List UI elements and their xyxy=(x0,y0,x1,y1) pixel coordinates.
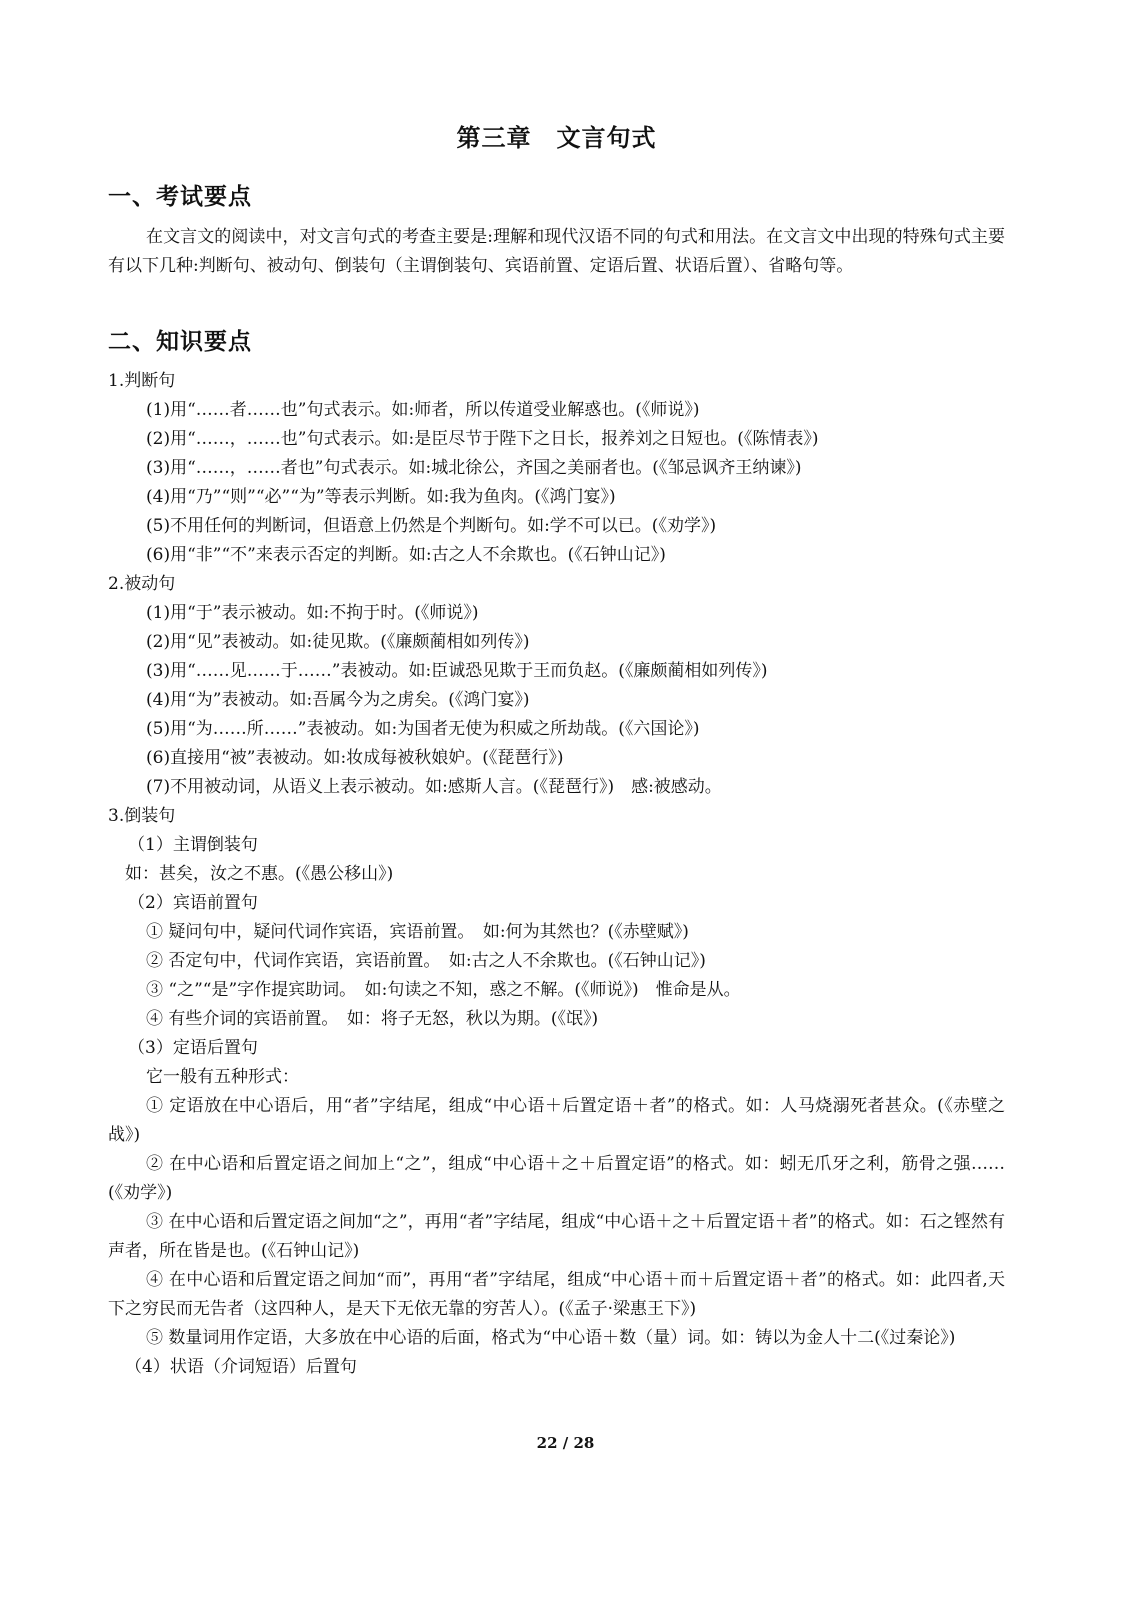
text-line: 它一般有五种形式： xyxy=(146,1067,299,1087)
text-line: ① 疑问句中，疑问代词作宾语，宾语前置。 如:何为其然也？(《赤壁赋》) xyxy=(146,922,689,942)
attributive-form-item: ② 在中心语和后置定语之间加上“之”，组成“中心语＋之＋后置定语”的格式。如：蚓无爪牙之利，筋骨之强……(《劝学》) xyxy=(108,1154,1005,1203)
text-line: (4)用“为”表被动。如:吾属今为之虏矣。(《鸿门宴》) xyxy=(146,690,530,710)
text-line: (5)用“为……所……”表被动。如:为国者无使为积威之所劫哉。(《六国论》) xyxy=(146,719,700,739)
text-line: 2.被动句 xyxy=(108,574,176,594)
knowledge-content xyxy=(108,367,1005,1382)
section-heading-knowledge-points: 二、知识要点 xyxy=(108,328,252,355)
text-line: (5)不用任何的判断词，但语意上仍然是个判断句。如:学不可以已。(《劝学》) xyxy=(146,516,717,536)
text-line: ④ 有些介词的宾语前置。 如：将子无怒，秋以为期。(《氓》) xyxy=(146,1009,599,1029)
attributive-form-item: ③ 在中心语和后置定语之间加“之”，再用“者”字结尾，组成“中心语＋之＋后置定语＋者”的格式。如：石之铿然有声者，所在皆是也。(《石钟山记》) xyxy=(108,1212,1005,1261)
text-line: (6)直接用“被”表被动。如:妆成每被秋娘妒。(《琵琶行》) xyxy=(146,748,564,768)
text-line: （4）状语（介词短语）后置句 xyxy=(125,1357,357,1377)
text-line: ② 否定句中，代词作宾语，宾语前置。 如:古之人不余欺也。(《石钟山记》) xyxy=(146,951,706,971)
text-line: (1)用“于”表示被动。如:不拘于时。(《师说》) xyxy=(146,603,479,623)
text-line: (6)用“非”“不”来表示否定的判断。如:古之人不余欺也。(《石钟山记》) xyxy=(146,545,666,565)
exam-points-paragraph: 在文言文的阅读中，对文言句式的考查主要是:理解和现代汉语不同的句式和用法。在文言文中出现的特殊句式主要有以下几种:判断句、被动句、倒装句（主谓倒装句、宾语前置、定语后置、状语后置）、省略句等。 xyxy=(108,227,1005,276)
text-line: 如：甚矣，汝之不惠。(《愚公移山》) xyxy=(125,864,394,884)
text-line: 1.判断句 xyxy=(108,371,176,391)
text-line: (3)用“……见……于……”表被动。如:臣诚恐见欺于王而负赵。(《廉颇蔺相如列传》) xyxy=(146,661,768,681)
attributive-form-item: ⑤ 数量词用作定语，大多放在中心语的后面，格式为“中心语＋数（量）词。如：铸以为金人十二(《过秦论》) xyxy=(146,1328,956,1348)
text-line: (1)用“……者……也”句式表示。如:师者，所以传道受业解惑也。(《师说》) xyxy=(146,400,700,420)
text-line: (4)用“乃”“则”“必”“为”等表示判断。如:我为鱼肉。(《鸿门宴》) xyxy=(146,487,616,507)
text-line: （2）宾语前置句 xyxy=(128,893,258,913)
text-line: 3.倒装句 xyxy=(108,806,176,826)
text-line: (2)用“……，……也”句式表示。如:是臣尽节于陛下之日长，报养刘之日短也。(《陈情表》) xyxy=(146,429,819,449)
chapter-title: 第三章 文言句式 xyxy=(456,123,657,152)
page-number: 22 / 28 xyxy=(536,1434,595,1452)
section-heading-exam-points: 一、考试要点 xyxy=(108,183,252,210)
text-line: (3)用“……，……者也”句式表示。如:城北徐公，齐国之美丽者也。(《邹忌讽齐王纳谏》) xyxy=(146,458,802,478)
text-line: (2)用“见”表被动。如:徒见欺。(《廉颇蔺相如列传》) xyxy=(146,632,530,652)
text-line: （3）定语后置句 xyxy=(128,1038,258,1058)
text-line: （1）主谓倒装句 xyxy=(128,835,258,855)
attributive-form-item: ④ 在中心语和后置定语之间加“而”，再用“者”字结尾，组成“中心语＋而＋后置定语＋者”的格式。如：此四者,天下之穷民而无告者（这四种人，是天下无依无靠的穷苦人）。(《孟子·梁惠王下》) xyxy=(108,1270,1005,1319)
attributive-form-item: ① 定语放在中心语后，用“者”字结尾，组成“中心语＋后置定语＋者”的格式。如：人马烧溺死者甚众。(《赤壁之战》) xyxy=(108,1096,1005,1145)
text-line: ③ “之”“是”字作提宾助词。 如:句读之不知，惑之不解。(《师说》) 惟命是从。 xyxy=(146,980,741,1000)
text-line: (7)不用被动词，从语义上表示被动。如:感斯人言。(《琵琶行》) 感:被感动。 xyxy=(146,777,722,797)
